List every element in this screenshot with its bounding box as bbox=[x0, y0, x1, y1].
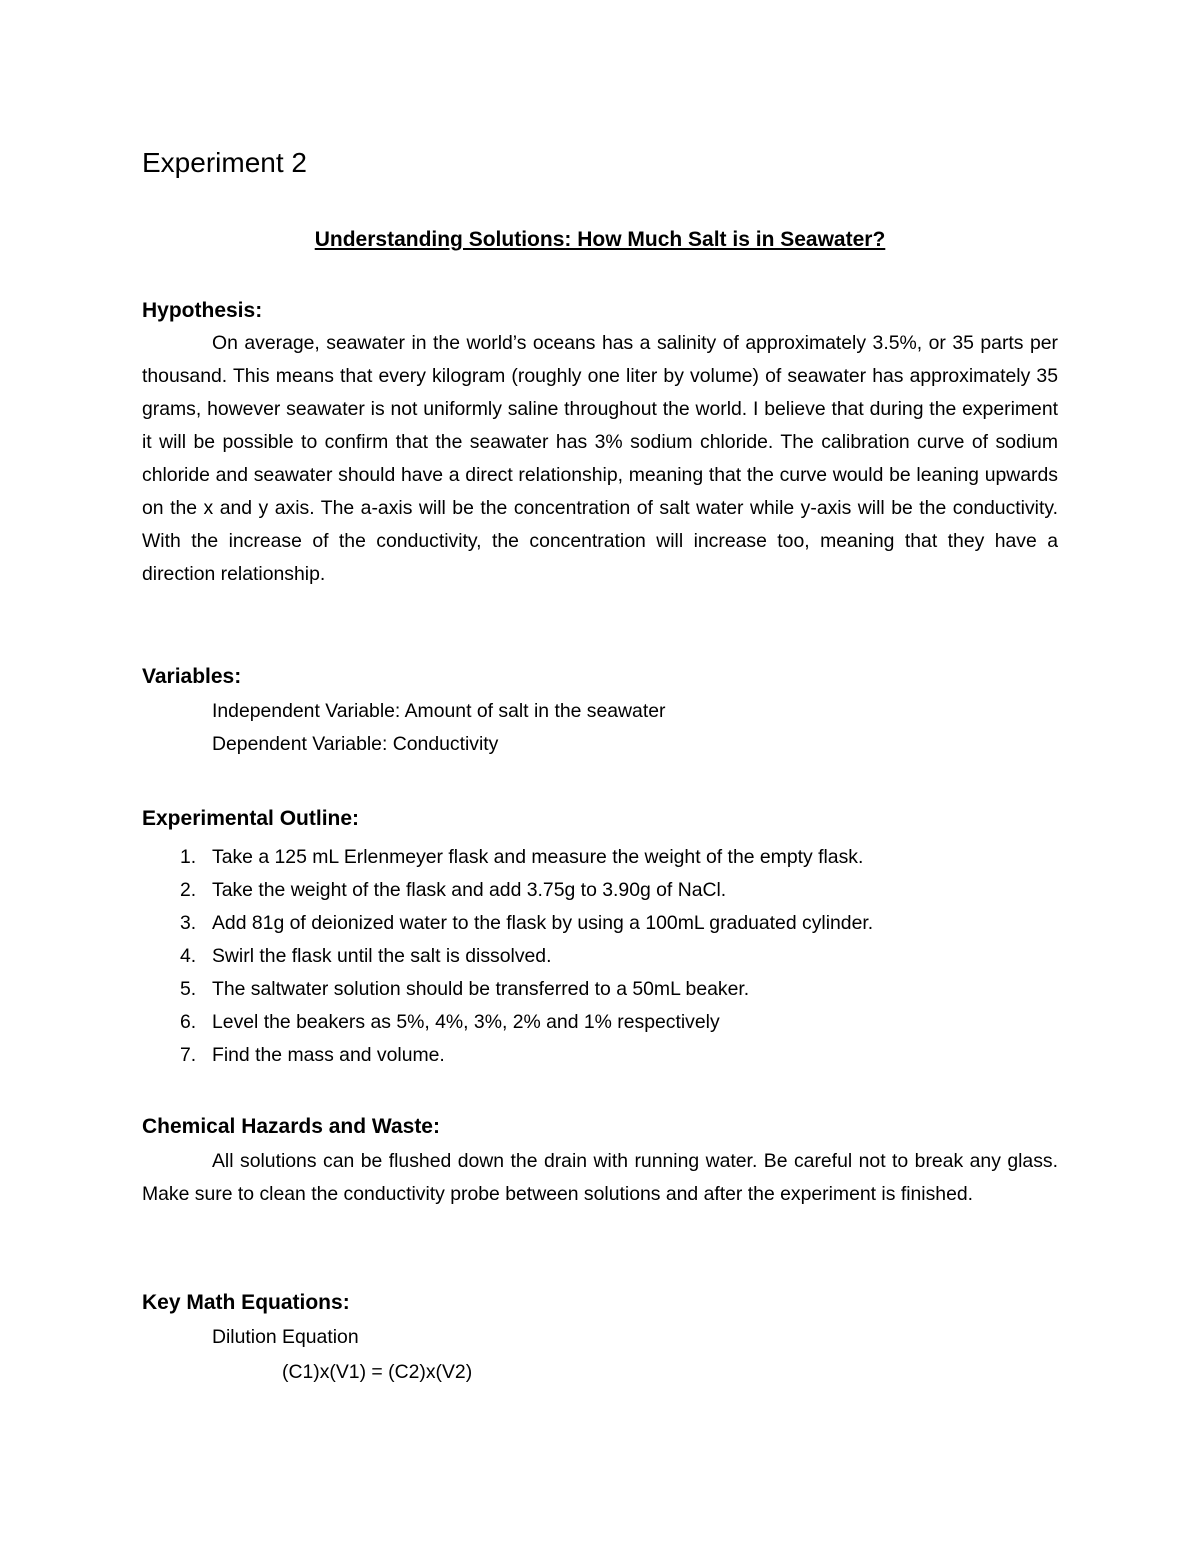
step-number: 4. bbox=[180, 945, 197, 967]
independent-variable: Independent Variable: Amount of salt in the seawater bbox=[212, 700, 666, 722]
step-text: The saltwater solution should be transferred to a 50mL beaker. bbox=[212, 978, 750, 1000]
dilution-equation-label: Dilution Equation bbox=[212, 1326, 359, 1348]
step-text: Add 81g of deionized water to the flask by using a 100mL graduated cylinder. bbox=[212, 912, 874, 934]
math-heading: Key Math Equations: bbox=[142, 1291, 350, 1314]
outline-step bbox=[142, 973, 1058, 1006]
hypothesis-paragraph: On average, seawater in the world’s oceans has a salinity of approximately 3.5%, or 35 parts per thousand. This means that every kilogram (roughly one liter by volume) of seawater has approximately 35 grams, however seawater is not uniformly saline throughout the world. I believe that during the experiment it will be possible to confirm that the seawater has 3% sodium chloride. The calibration curve of sodium chloride and seawater should have a direct relationship, meaning that the curve would be leaning upwards on the x and y axis. The a-axis will be the concentration of salt water while y-axis will be the conductivity. With the increase of the conductivity, the concentration will increase too, meaning that they have a direction relationship. bbox=[142, 332, 1058, 585]
dependent-variable: Dependent Variable: Conductivity bbox=[212, 733, 499, 755]
outline-step bbox=[142, 874, 1058, 907]
outline-step bbox=[142, 907, 1058, 940]
document-subtitle: Understanding Solutions: How Much Salt is in Seawater? bbox=[314, 228, 886, 251]
step-text: Swirl the flask until the salt is dissolved. bbox=[212, 945, 552, 967]
outline-list bbox=[142, 841, 1058, 1072]
document-title: Experiment 2 bbox=[142, 147, 307, 178]
step-text: Take the weight of the flask and add 3.75g to 3.90g of NaCl. bbox=[212, 879, 727, 901]
variables-heading: Variables: bbox=[142, 665, 242, 688]
step-number: 1. bbox=[180, 846, 197, 868]
hazards-paragraph: All solutions can be flushed down the drain with running water. Be careful not to break any glass. Make sure to clean the conductivity probe between solutions and after the experiment is finished. bbox=[142, 1150, 1058, 1205]
step-text: Find the mass and volume. bbox=[212, 1044, 445, 1066]
hypothesis-heading: Hypothesis: bbox=[142, 299, 263, 322]
outline-step bbox=[142, 1006, 1058, 1039]
outline-step bbox=[142, 940, 1058, 973]
outline-step bbox=[142, 841, 1058, 874]
step-number: 2. bbox=[180, 879, 197, 901]
step-number: 6. bbox=[180, 1011, 197, 1033]
outline-heading: Experimental Outline: bbox=[142, 807, 360, 830]
step-text: Take a 125 mL Erlenmeyer flask and measure the weight of the empty flask. bbox=[212, 846, 864, 868]
step-number: 5. bbox=[180, 978, 197, 1000]
step-text: Level the beakers as 5%, 4%, 3%, 2% and 1% respectively bbox=[212, 1011, 720, 1033]
outline-step bbox=[142, 1039, 1058, 1072]
dilution-equation: (C1)x(V1) = (C2)x(V2) bbox=[282, 1361, 473, 1383]
step-number: 3. bbox=[180, 912, 197, 934]
hazards-heading: Chemical Hazards and Waste: bbox=[142, 1115, 440, 1138]
step-number: 7. bbox=[180, 1044, 197, 1066]
